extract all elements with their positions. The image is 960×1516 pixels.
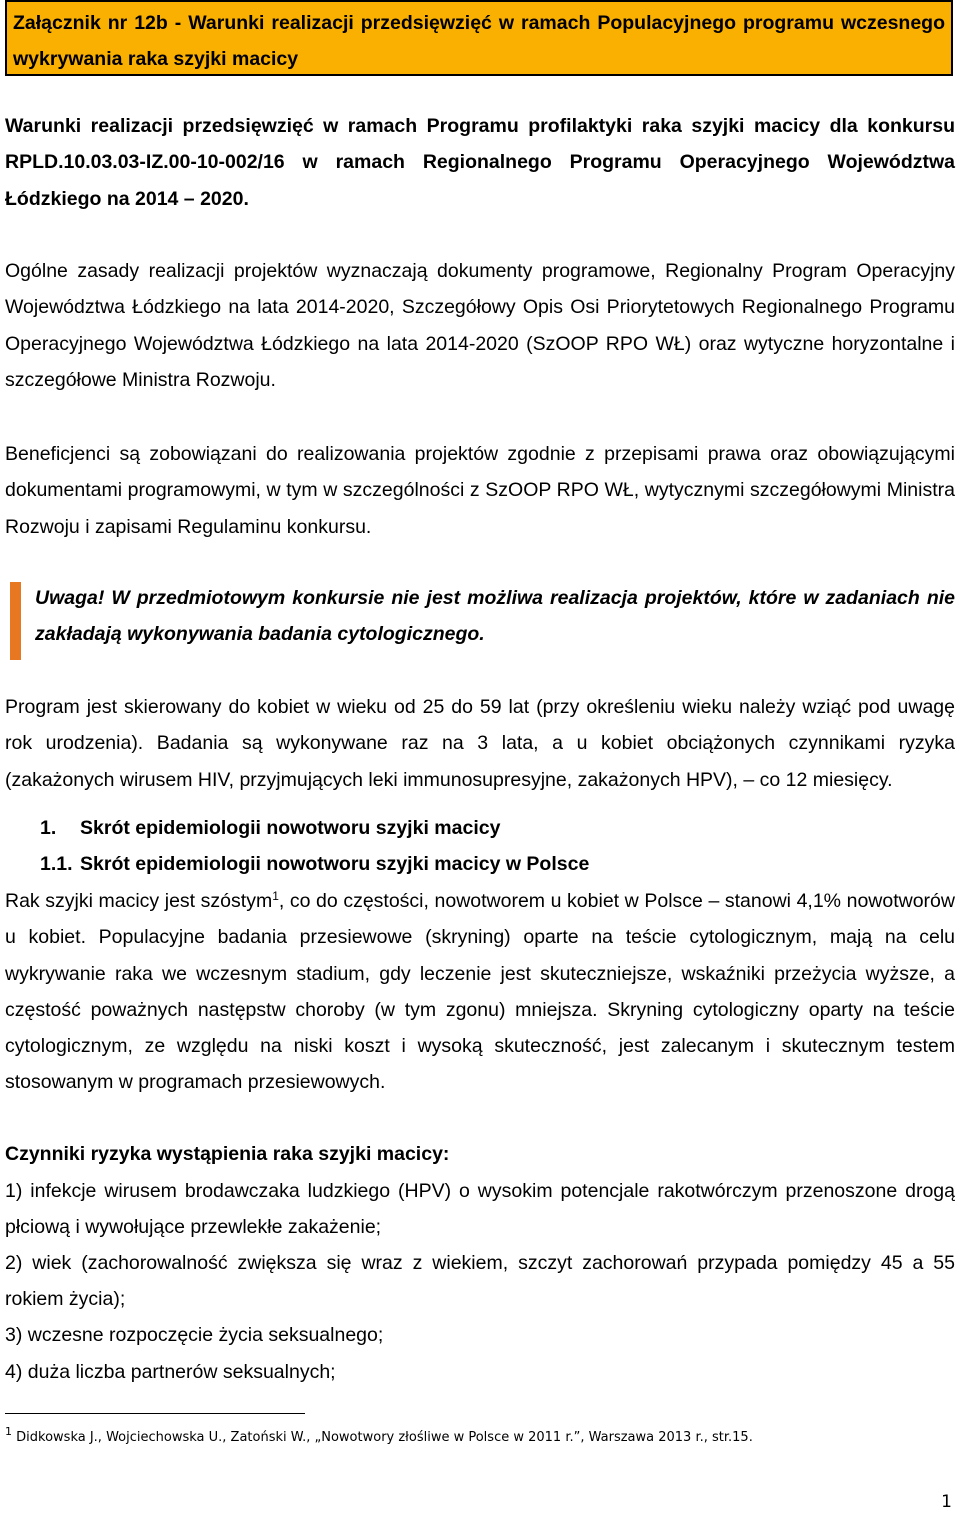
section-heading-1-1 bbox=[40, 846, 589, 882]
intro-subtitle: Warunki realizacji przedsięwzięć w ramach Programu profilaktyki raka szyjki macicy dla konkursu RPLD.10.03.03-IZ.00-10-002/16 w ramach Regionalnego Programu Operacyjnego Województwa Łódzkiego na 2014 – 2020. bbox=[5, 115, 955, 210]
annex-title-box bbox=[5, 0, 953, 76]
paragraph-epidemiology bbox=[5, 883, 955, 1101]
footnote-number: 1 bbox=[5, 1425, 12, 1438]
paragraph-target-group: Program jest skierowany do kobiet w wieku od 25 do 59 lat (przy określeniu wieku należy wziąć pod uwagę rok urodzenia). Badania są wykonywane raz na 3 lata, a u kobiet obciążonych czynnikami ryzyka (zakażonych wirusem HIV, przyjmujących leki immunosupresyjne, zakażonych HPV), – co 12 miesięcy. bbox=[5, 696, 955, 791]
paragraph-general-rules: Ogólne zasady realizacji projektów wyznaczają dokumenty programowe, Regionalny Program Operacyjny Województwa Łódzkiego na lata 2014-2020, Szczegółowy Opis Osi Priorytetowych Regionalnego Programu Operacyjnego Województwa Łódzkiego na lata 2014-2020 (SzOOP RPO WŁ) oraz wytyczne horyzontalne i szczegółowe Ministra Rozwoju. bbox=[5, 260, 955, 391]
footnote-divider bbox=[5, 1413, 305, 1414]
section-title: Skrót epidemiologii nowotworu szyjki macicy w Polsce bbox=[80, 853, 590, 875]
section-heading-1 bbox=[40, 810, 500, 846]
section-title: Skrót epidemiologii nowotworu szyjki macicy bbox=[80, 817, 501, 839]
epidemiology-text-rest: , co do częstości, nowotworem u kobiet w Polsce – stanowi 4,1% nowotworów u kobiet. Populacyjne badania przesiewowe (skryning) oparte na teście cytologicznym, mają na celu wykrywanie raka we wczesnym stadium, gdy leczenie jest skuteczniejsze, wskaźniki przeżycia wyższe, a częstość poważnych następstw choroby (w tym zgonu) mniejsza. Skryning cytologiczny oparty na teście cytologicznym, ze względu na niski koszt i wysoką skuteczność, jest zalecanym i skutecznym testem stosowanym w programach przesiewowych. bbox=[5, 890, 955, 1094]
risk-factor-item: 2) wiek (zachorowalność zwiększa się wraz z wiekiem, szczyt zachorowań przypada pomiędzy 45 a 55 rokiem życia); bbox=[5, 1252, 955, 1311]
footnote-reference: 1 bbox=[272, 889, 279, 903]
footnote-text: Didkowska J., Wojciechowska U., Zatoński W., „Nowotwory złośliwe w Polsce w 2011 r.”, Warszawa 2013 r., str.15. bbox=[16, 1430, 753, 1445]
notice-text: Uwaga! W przedmiotowym konkursie nie jest możliwa realizacja projektów, które w zadaniach nie zakładają wykonywania badania cytologicznego. bbox=[35, 587, 955, 646]
section-number: 1. bbox=[40, 817, 57, 839]
page-number: 1 bbox=[941, 1492, 952, 1512]
annex-title: Załącznik nr 12b - Warunki realizacji przedsięwzięć w ramach Populacyjnego programu wczesnego wykrywania raka szyjki macicy bbox=[13, 12, 945, 70]
epidemiology-text-start: Rak szyjki macicy jest szóstym bbox=[5, 890, 273, 912]
paragraph-beneficiaries: Beneficjenci są zobowiązani do realizowania projektów zgodnie z przepisami prawa oraz obowiązującymi dokumentami programowymi, w tym w szczególności z SzOOP RPO WŁ, wytycznymi szczegółowymi Ministra Rozwoju i zapisami Regulaminu konkursu. bbox=[5, 443, 955, 538]
risk-factor-item: 1) infekcje wirusem brodawczaka ludzkiego (HPV) o wysokim potencjale rakotwórczym przenoszone drogą płciową i wywołujące przewlekłe zakażenie; bbox=[5, 1180, 955, 1239]
notice-accent-bar bbox=[10, 582, 21, 660]
footnote bbox=[5, 1427, 765, 1449]
section-number: 1.1. bbox=[40, 853, 73, 875]
risk-factors-heading: Czynniki ryzyka wystąpienia raka szyjki macicy: bbox=[5, 1143, 450, 1165]
risk-factor-item: 4) duża liczba partnerów seksualnych; bbox=[5, 1361, 336, 1383]
risk-factor-item: 3) wczesne rozpoczęcie życia seksualnego; bbox=[5, 1324, 384, 1346]
